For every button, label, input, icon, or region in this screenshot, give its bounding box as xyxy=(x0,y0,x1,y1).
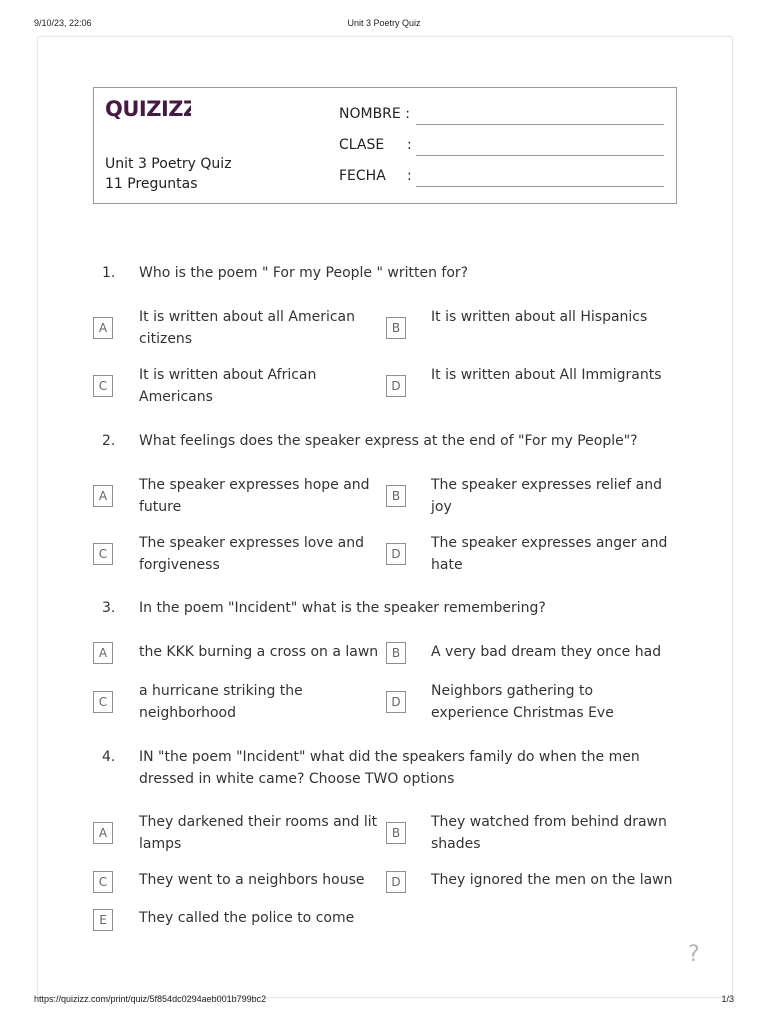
option-d-box[interactable]: D xyxy=(386,871,406,893)
option-c-text: They went to a neighbors house xyxy=(139,872,365,888)
option-c-text: It is written about African Americans xyxy=(139,367,317,405)
option-d-box[interactable]: D xyxy=(386,375,406,397)
date-colon: : xyxy=(407,168,412,184)
print-date: 9/10/23, 22:06 xyxy=(34,18,92,28)
class-line[interactable] xyxy=(416,155,664,156)
svg-text:QUIZIZZ: QUIZIZZ xyxy=(105,97,191,121)
option-a-text: The speaker expresses hope and future xyxy=(139,477,370,515)
option-c-box[interactable]: C xyxy=(93,871,113,893)
date-label: FECHA xyxy=(339,168,386,184)
class-label: CLASE xyxy=(339,137,385,153)
option-c-box[interactable]: C xyxy=(93,691,113,713)
option-a-text: They darkened their rooms and lit lamps xyxy=(139,814,378,852)
option-a-box[interactable]: A xyxy=(93,317,113,339)
option-a-text: the KKK burning a cross on a lawn xyxy=(139,644,379,660)
option-c-text: The speaker expresses love and forgiveness xyxy=(139,535,364,573)
option-b-text: A very bad dream they once had xyxy=(431,644,662,660)
question-number: 2. xyxy=(102,433,116,449)
option-b-text: The speaker expresses relief and joy xyxy=(431,477,663,515)
option-b-box[interactable]: B xyxy=(386,642,406,664)
option-e-text: They called the police to come xyxy=(139,910,355,926)
option-d-text: Neighbors gathering to experience Christmas Eve xyxy=(431,683,614,721)
option-b-box[interactable]: B xyxy=(386,822,406,844)
question-text: What feelings does the speaker express at the end of "For my People"? xyxy=(139,433,638,449)
option-e-box[interactable]: E xyxy=(93,909,113,931)
option-a-text: It is written about all American citizens xyxy=(139,309,355,347)
quiz-header-box xyxy=(93,87,677,204)
name-label: NOMBRE : xyxy=(339,106,410,122)
option-d-text: The speaker expresses anger and hate xyxy=(431,535,668,573)
quizizz-logo-mark xyxy=(105,96,191,122)
option-a-box[interactable]: A xyxy=(93,485,113,507)
option-c-box[interactable]: C xyxy=(93,543,113,565)
question-number: 1. xyxy=(102,265,116,281)
question-text: In the poem "Incident" what is the speaker remembering? xyxy=(139,600,546,616)
option-d-box[interactable]: D xyxy=(386,691,406,713)
option-a-box[interactable]: A xyxy=(93,822,113,844)
date-line[interactable] xyxy=(416,186,664,187)
option-b-text: It is written about all Hispanics xyxy=(431,309,648,325)
option-b-text: They watched from behind drawn shades xyxy=(431,814,667,852)
question-number: 3. xyxy=(102,600,116,616)
option-d-text: They ignored the men on the lawn xyxy=(431,872,673,888)
option-d-text: It is written about All Immigrants xyxy=(431,367,662,383)
question-text: Who is the poem " For my People " written for? xyxy=(139,265,469,281)
option-c-box[interactable]: C xyxy=(93,375,113,397)
print-title: Unit 3 Poetry Quiz xyxy=(347,18,421,28)
quiz-title: Unit 3 Poetry Quiz xyxy=(105,156,232,172)
question-count: 11 Preguntas xyxy=(105,176,198,192)
class-colon: : xyxy=(407,137,412,153)
option-b-box[interactable]: B xyxy=(386,485,406,507)
quizizz-logo xyxy=(105,96,191,127)
page-number: 1/3 xyxy=(721,994,734,1004)
option-b-box[interactable]: B xyxy=(386,317,406,339)
option-d-box[interactable]: D xyxy=(386,543,406,565)
name-line[interactable] xyxy=(416,124,664,125)
option-c-text: a hurricane striking the neighborhood xyxy=(139,683,303,721)
print-url: https://quizizz.com/print/quiz/5f854dc0294aeb001b799bc2 xyxy=(34,994,267,1004)
option-a-box[interactable]: A xyxy=(93,642,113,664)
question-number: 4. xyxy=(102,749,116,765)
question-text: IN "the poem "Incident" what did the speakers family do when the men dressed in white came? Choose TWO options xyxy=(139,749,640,787)
question-mark-icon[interactable]: ? xyxy=(688,942,700,967)
